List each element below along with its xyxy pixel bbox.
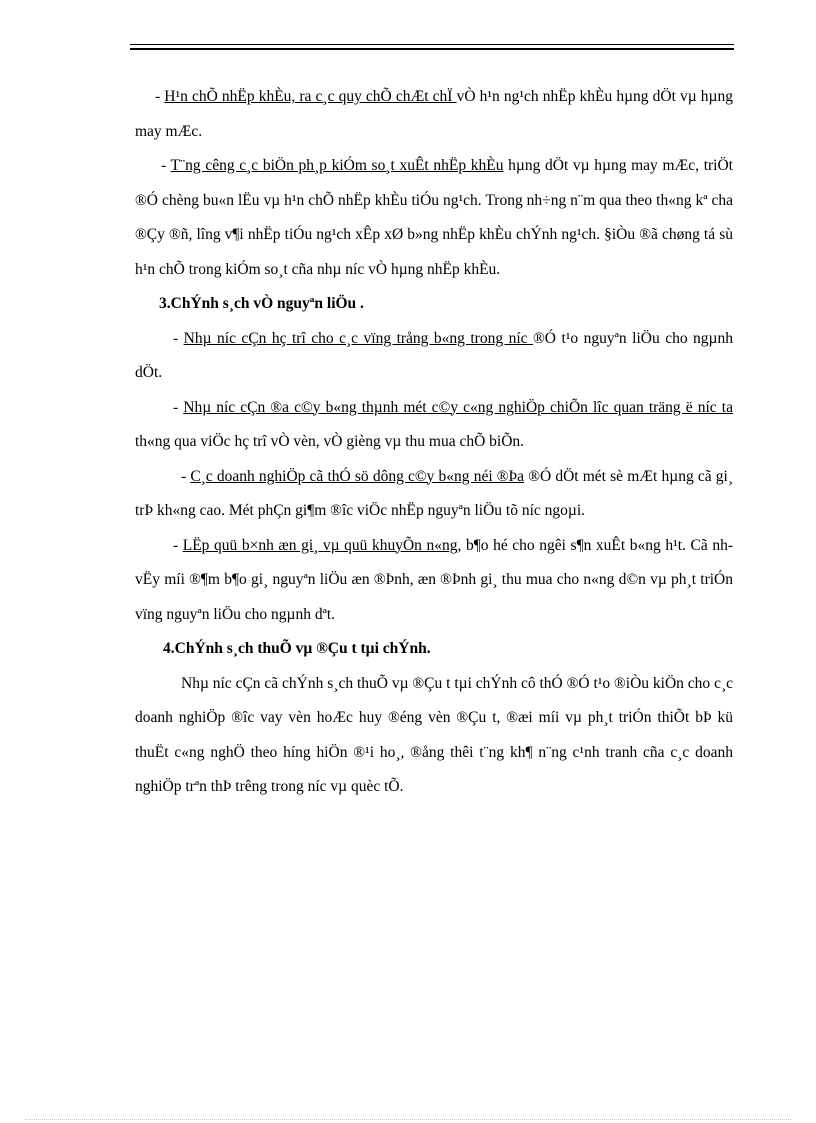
header-rule-thin (130, 44, 734, 45)
list-dash: - (173, 398, 184, 416)
paragraph-import-control (135, 149, 733, 287)
underlined-text: Nhµ níc cÇn hç trî cho c¸c vïng trång b«ng trong níc (183, 329, 533, 347)
body-text: vÒ h¹n ng¹ch nhËp khÈu hµng dÖt vµ hµng may mÆc. (135, 88, 733, 140)
underlined-text: H¹n chÕ nhËp khÈu, ra c¸c quy chÕ chÆt chÏ (164, 88, 457, 105)
body-text: , b¶o hé cho ngêi s¶n xuÊt b«ng h¹t. Cã nh vËy míi ®¶m b¶o gi¸ nguyªn liÖu æn ®Þnh, æn ®Þnh gi¸ thu mua cho n«ng d©n vµ ph¸t triÓn vïng nguyªn liÖu cho ngµnh dªt. (135, 536, 733, 623)
list-dash: - (173, 536, 183, 554)
body-text: ®Ó t¹o nguyªn liÖu cho ngµnh dÖt. (135, 329, 733, 381)
paragraph-tax-finance: Nhµ níc cÇn cã chÝnh s¸ch thuÕ vµ ®Çu t tµi chÝnh cô thÓ ®Ó t¹o ®iÒu kiÖn cho c¸c doanh nghiÖp ®îc vay vèn hoÆc huy ®éng vèn ®Çu t, ®æi míi vµ ph¸t triÓn thiÕt bÞ kü thuËt c«ng nghÖ theo híng hiÖn ®¹i ho¸, ®ång thêi t¨ng kh¶ n¨ng c¹nh tranh cña c¸c doanh nghiÖp trªn thÞ trêng trong níc vµ quèc tÕ. (135, 674, 733, 795)
header-rule-thick (130, 48, 734, 50)
underlined-text: Nhµ níc cÇn ®a c©y b«ng thµnh mét c©y c«ng nghiÖp chiÕn lîc quan träng ë níc ta (183, 398, 733, 416)
page-bottom-divider (25, 1119, 791, 1120)
list-dash: - (155, 88, 165, 105)
list-dash: - (161, 157, 171, 174)
paragraph-domestic-cotton (135, 460, 733, 529)
list-dash: - (181, 467, 191, 485)
underlined-text: LËp quü b×nh æn gi¸ vµ quü khuyÕn n«ng (182, 536, 458, 554)
paragraph-price-fund (135, 529, 733, 633)
body-text: ®Ó dÖt mét sè mÆt hµng cã gi¸ trÞ kh«ng cao. Mét phÇn gi¶m ®îc viÖc nhËp nguyªn liÖu tõ níc ngoµi. (135, 467, 733, 519)
section-heading-4: 4.ChÝnh s¸ch thuÕ vµ ®Çu t tµi chÝnh. (163, 640, 431, 657)
body-text: th«ng qua viÖc hç trî vÒ vèn, vÒ gièng vµ thu mua chÕ biÕn. (135, 433, 525, 450)
list-dash: - (173, 329, 184, 347)
paragraph-cotton-support (135, 322, 733, 391)
section-heading-3: 3.ChÝnh s¸ch vÒ nguyªn liÖu . (159, 295, 364, 312)
paragraph-import-restriction (135, 80, 733, 149)
document-body (135, 80, 733, 805)
body-text: hµng dÖt vµ hµng may mÆc, triÖt ®Ó chèng bu«n lËu vµ h¹n chÕ nhËp khÈu tiÓu ng¹ch. Trong nh÷ng n¨m qua theo th«ng kª cha ®Çy ®ñ, lîng v¶i nhËp tiÓu ng¹ch xÊp xØ b»ng nhËp khÈu chÝnh ng¹ch. §iÒu ®ã chøng tá sù h¹n chÕ trong kiÓm so¸t cña nhµ níc vÒ hµng nhËp khÈu. (135, 157, 733, 278)
underlined-text: T¨ng cêng c¸c biÖn ph¸p kiÓm so¸t xuÊt nhËp khÈu (170, 157, 504, 174)
paragraph-cotton-strategy (135, 391, 733, 460)
underlined-text: C¸c doanh nghiÖp cã thÓ sö dông c©y b«ng néi ®Þa (190, 467, 525, 485)
